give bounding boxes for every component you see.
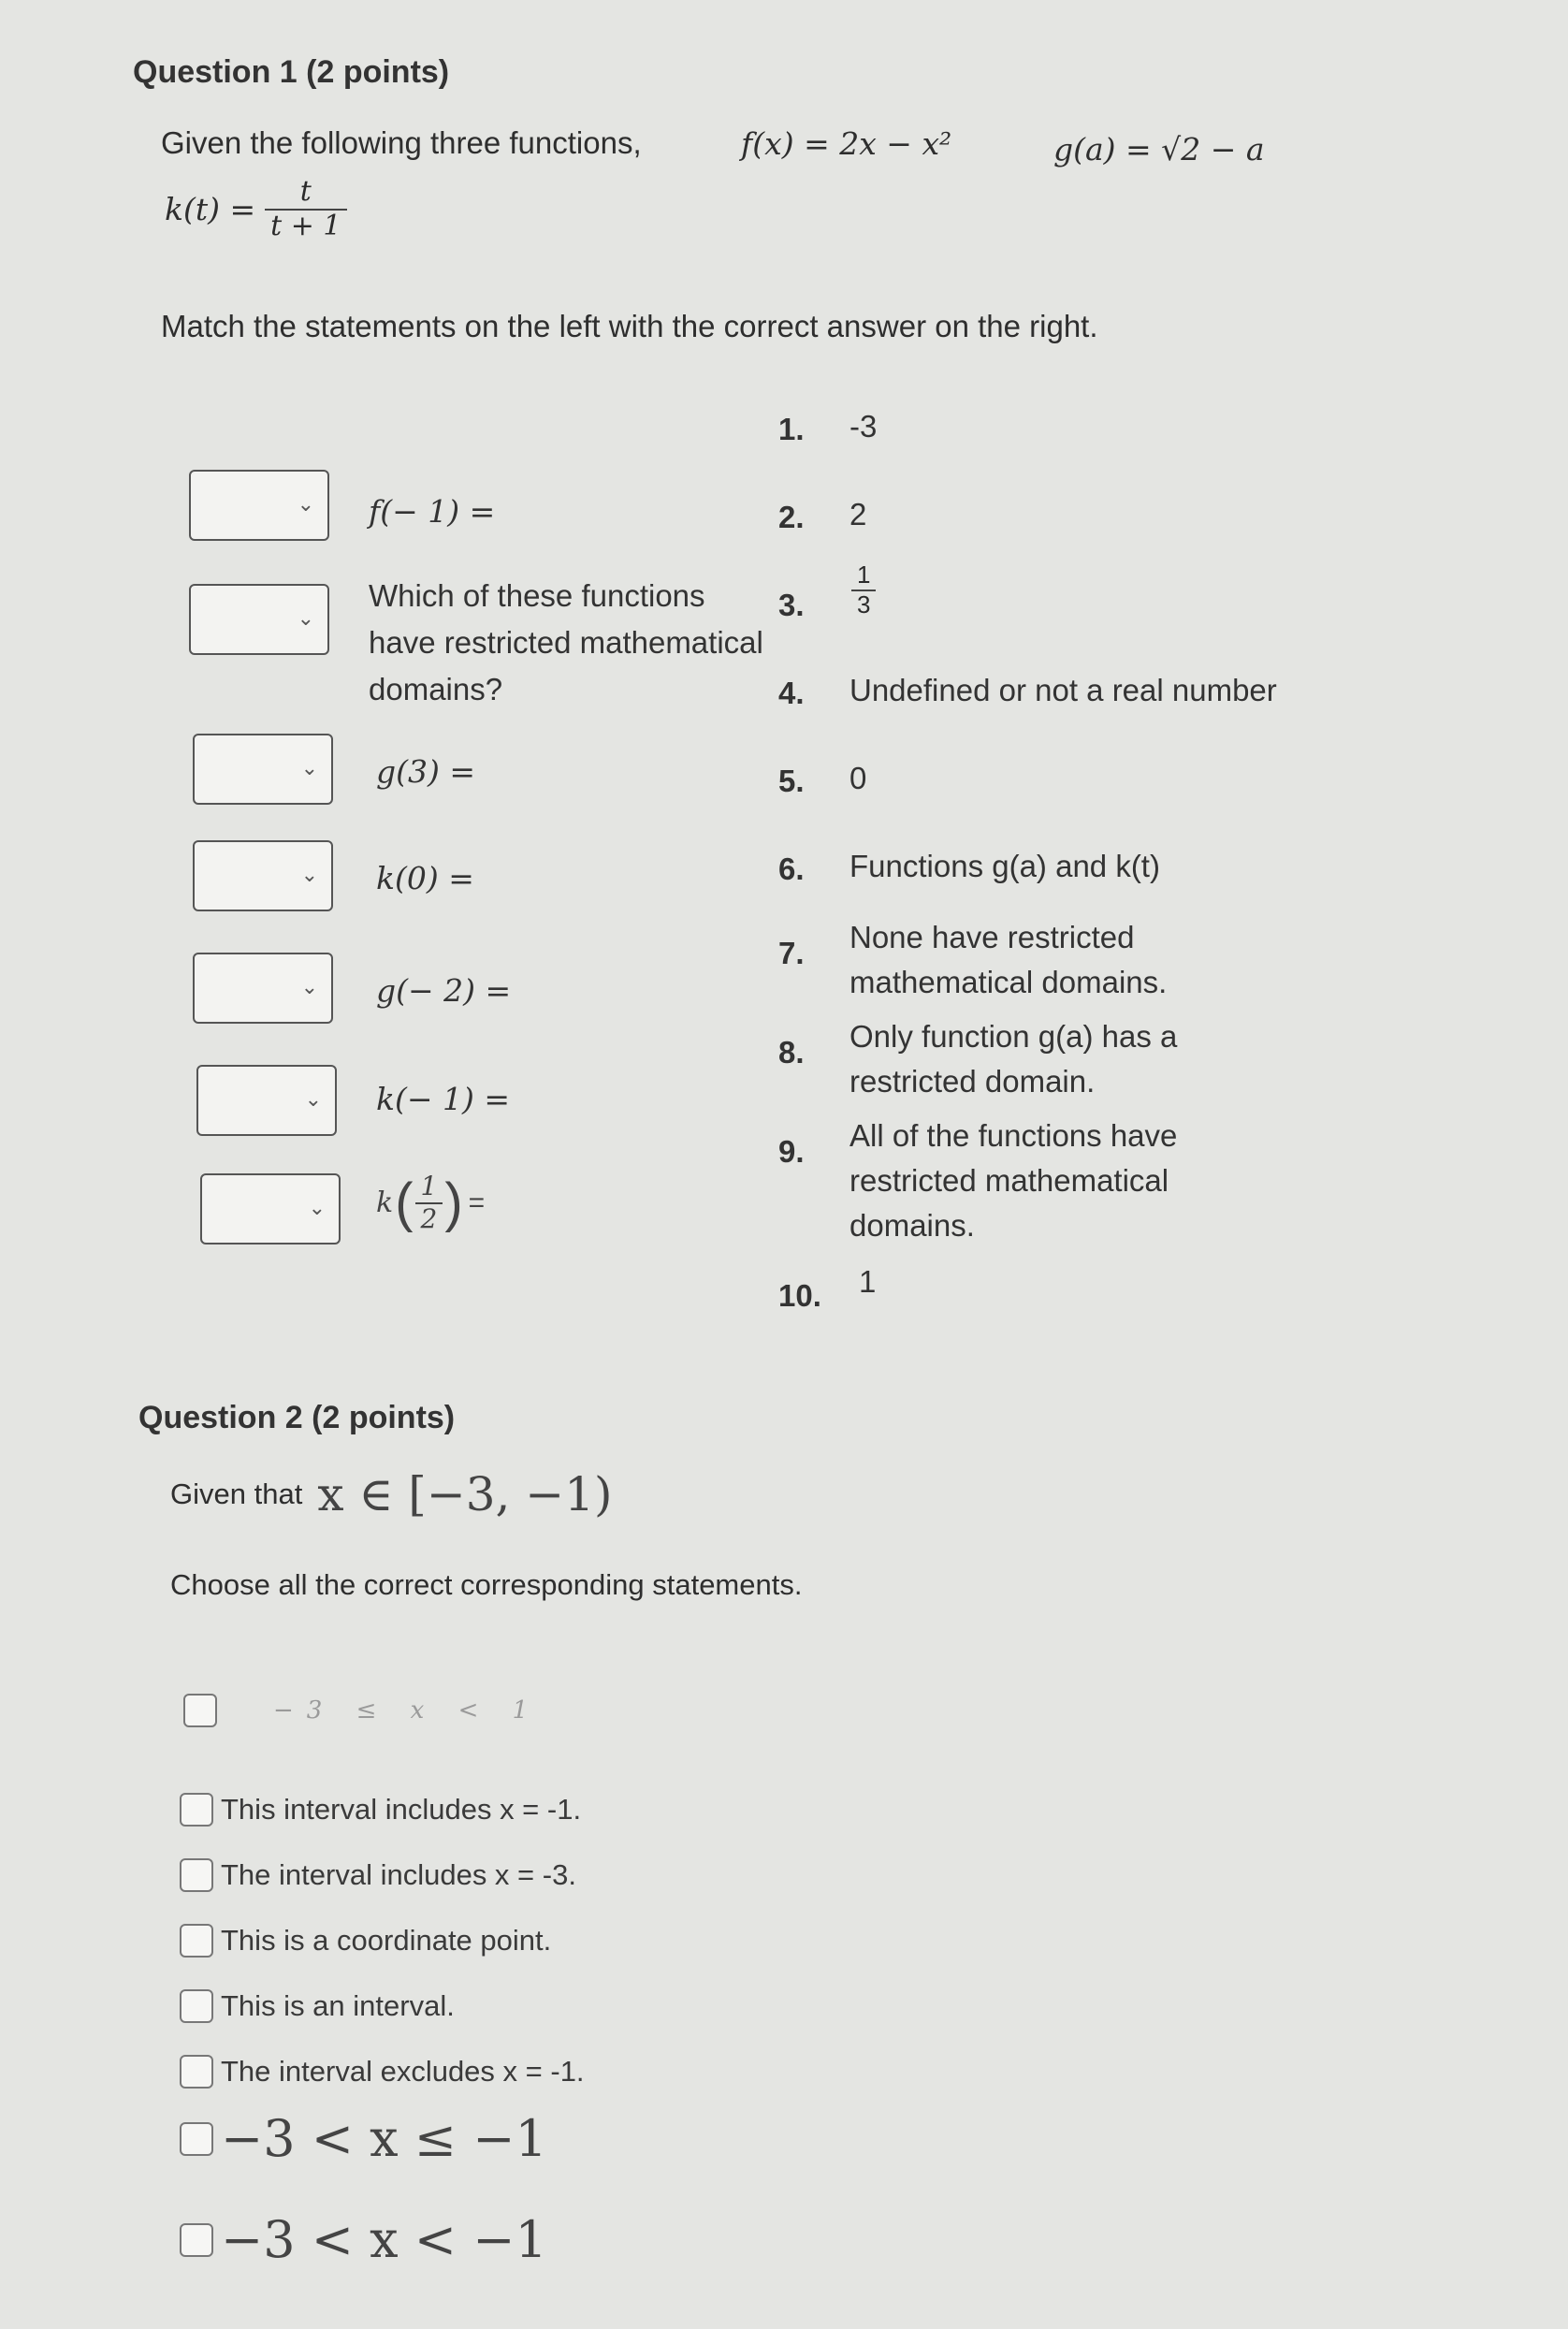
checkbox[interactable]: [180, 1989, 213, 2023]
chevron-down-icon: ⌄: [304, 1087, 322, 1111]
option-label: The interval includes x = -3.: [221, 1858, 576, 1891]
q2-instruction: Choose all the correct corresponding statements.: [170, 1568, 803, 1601]
answer-text: Undefined or not a real number: [849, 673, 1277, 707]
match-select-7[interactable]: [200, 1173, 341, 1245]
k-fraction: [265, 176, 346, 242]
question-1-title: Question 1 (2 points): [133, 54, 450, 90]
answer-fraction-numerator: 1: [851, 561, 876, 591]
answer-text: -3: [849, 409, 878, 444]
q2-given-math: x ∈ [−3, −1): [317, 1467, 613, 1521]
k-numerator: t: [265, 176, 346, 211]
answer-number: 10.: [778, 1278, 821, 1313]
option-row[interactable]: [183, 1694, 541, 1727]
answer-number: 2.: [778, 500, 805, 534]
k-definition: [165, 176, 347, 242]
f-definition: f(x) = 2x − x²: [741, 125, 952, 162]
given-text: Given the following three functions,: [161, 125, 642, 160]
q1-instruction: Match the statements on the left with the correct answer on the right.: [161, 309, 1098, 343]
k-lhs: k(t) =: [165, 191, 256, 227]
statement-k-half-denominator: 2: [420, 1202, 438, 1234]
open-paren: (: [395, 1172, 414, 1233]
chevron-down-icon: ⌄: [308, 1196, 326, 1219]
statement-k-half-numerator: 1: [415, 1172, 443, 1203]
option-row[interactable]: [180, 2109, 547, 2168]
option-label: −3 < x ≤ −1: [221, 2109, 547, 2168]
answer-number: 1.: [778, 412, 805, 446]
option-row[interactable]: [180, 1858, 576, 1892]
statement-k-half-equals: =: [468, 1186, 486, 1218]
option-label: This is a coordinate point.: [221, 1924, 552, 1957]
statement-restricted-domains: Which of these functions have restricted mathematical domains?: [369, 578, 763, 706]
k-denominator: t + 1: [270, 209, 341, 242]
option-label: The interval excludes x = -1.: [221, 2055, 585, 2088]
g-definition: g(a) = √2 − a: [1053, 131, 1265, 167]
checkbox[interactable]: [180, 2122, 213, 2156]
match-select-6[interactable]: [196, 1065, 337, 1136]
answer-text: Only function g(a) has a restricted domain.: [849, 1019, 1178, 1099]
checkbox[interactable]: [180, 2055, 213, 2089]
checkbox[interactable]: [180, 1793, 213, 1827]
answer-number: 8.: [778, 1035, 805, 1070]
option-row[interactable]: [180, 2055, 585, 2089]
option-row[interactable]: [180, 1793, 581, 1827]
answer-text: Functions g(a) and k(t): [849, 849, 1160, 883]
match-select-4[interactable]: [193, 840, 333, 911]
answer-number: 3.: [778, 588, 805, 622]
q2-given-prefix: Given that: [170, 1477, 303, 1510]
checkbox[interactable]: [180, 2223, 213, 2257]
answer-fraction-denominator: 3: [857, 590, 871, 619]
q2-given: [170, 1467, 613, 1521]
statement-g-3: g(3) =: [376, 753, 476, 790]
answer-number: 4.: [778, 676, 805, 710]
match-select-3[interactable]: [193, 734, 333, 805]
chevron-down-icon: ⌄: [297, 492, 314, 516]
statement-k-0: k(0) =: [376, 860, 474, 896]
chevron-down-icon: ⌄: [300, 975, 318, 998]
close-paren: ): [444, 1172, 463, 1233]
answer-text: None have restricted mathematical domains.: [849, 920, 1168, 999]
answer-number: 9.: [778, 1134, 805, 1169]
checkbox[interactable]: [183, 1694, 217, 1727]
answer-text: All of the functions have restricted mathematical domains.: [849, 1118, 1178, 1243]
match-select-5[interactable]: [193, 953, 333, 1024]
option-label: This is an interval.: [221, 1989, 455, 2022]
answer-fraction: [851, 561, 876, 619]
option-row[interactable]: [180, 2210, 547, 2269]
chevron-down-icon: ⌄: [300, 756, 318, 779]
statement-k-half: [376, 1172, 485, 1234]
option-row[interactable]: [180, 1989, 455, 2023]
option-label: −3 ≤ x < 1: [273, 1696, 542, 1725]
option-label: This interval includes x = -1.: [221, 1793, 582, 1826]
statement-f-neg1: f(− 1) =: [369, 493, 496, 530]
match-select-2[interactable]: [189, 584, 329, 655]
answer-text: 1: [859, 1264, 877, 1299]
match-select-1[interactable]: [189, 470, 329, 541]
answer-text: 0: [849, 761, 867, 795]
checkbox[interactable]: [180, 1924, 213, 1958]
answer-number: 6.: [778, 852, 805, 886]
option-label: −3 < x < −1: [221, 2210, 547, 2269]
statement-k-half-fn: k: [376, 1186, 394, 1219]
statement-k-neg1: k(− 1) =: [376, 1081, 511, 1117]
question-2-title: Question 2 (2 points): [138, 1400, 456, 1435]
answer-text: 2: [849, 497, 867, 531]
statement-k-half-fraction: [415, 1172, 443, 1233]
answer-number: 5.: [778, 764, 805, 798]
checkbox[interactable]: [180, 1858, 213, 1892]
chevron-down-icon: ⌄: [300, 863, 318, 886]
answer-number: 7.: [778, 936, 805, 970]
option-row[interactable]: [180, 1924, 551, 1958]
chevron-down-icon: ⌄: [297, 606, 314, 630]
statement-g-neg2: g(− 2) =: [376, 972, 512, 1009]
